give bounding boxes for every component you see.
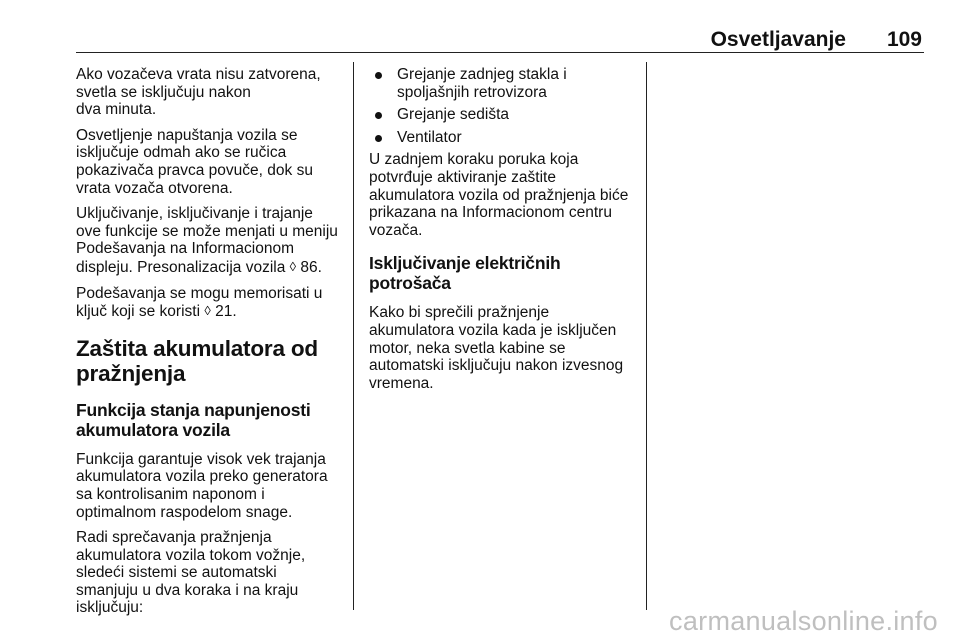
column-divider-left: [353, 62, 354, 610]
subsection-heading: Funkcija stanja napunjenosti akumulatora vozila: [76, 399, 311, 440]
paragraph: Osvetljenje napuštanja vozila se isključuje odmah ako se ručica pokazivača pravca povuče, dok su vrata vozača otvorena.: [76, 126, 313, 197]
section-heading: Zaštita akumulatora od pražnjenja: [76, 335, 318, 386]
paragraph: Radi sprečavanja pražnjenja akumulatora vozila tokom vožnje, sledeći sistemi se automatski smanjuju u dva koraka i na kraju isključuju:: [76, 529, 306, 617]
paragraph: [76, 285, 344, 321]
list-item: Ventilator: [369, 129, 637, 147]
watermark: carmanualsonline.info: [669, 606, 938, 636]
page-reference-link[interactable]: 86.: [296, 258, 322, 276]
right-column: [369, 66, 637, 400]
list-item: Grejanje zadnjeg stakla i spoljašnjih retrovizora: [369, 66, 637, 101]
subsection-heading: Isključivanje električnih potrošača: [369, 253, 561, 294]
page-header: [76, 22, 924, 53]
paragraph: Funkcija garantuje visok vek trajanja akumulatora vozila preko generatora sa kontrolisanim naponom i optimalnom raspodelom snage.: [76, 450, 328, 521]
paragraph: [76, 205, 344, 276]
column-divider-right: [646, 62, 647, 610]
paragraph-text: Podešavanja se mogu memorisati u ključ koji se koristi: [76, 284, 323, 321]
page-reference-link[interactable]: 21.: [210, 303, 237, 321]
paragraph: U zadnjem koraku poruka koja potvrđuje aktiviranje zaštite akumulatora vozila od pražnjenja biće prikazana na Informacionom centru vozača.: [369, 151, 629, 239]
bullet-list: [369, 66, 637, 146]
page-number: 109: [886, 28, 922, 51]
left-column: [76, 66, 344, 625]
paragraph: Kako bi sprečili pražnjenje akumulatora vozila kada je isključen motor, neka svetla kabine se automatski isključuju nakon izvesnog vremena.: [369, 304, 624, 392]
page-title: Osvetljavanje: [710, 28, 846, 51]
list-item: Grejanje sedišta: [369, 106, 637, 124]
paragraph-text: Uključivanje, isključivanje i trajanje ove funkcije se može menjati u meniju Podešavanja na Informacionom displeju. Presonalizacija vozila: [76, 205, 338, 276]
paragraph: Ako vozačeva vrata nisu zatvorena, svetla se isključuju nakon dva minuta.: [76, 66, 321, 119]
cross-reference-arrow-icon: ◊: [204, 303, 211, 319]
cross-reference-arrow-icon: ◊: [289, 258, 297, 274]
